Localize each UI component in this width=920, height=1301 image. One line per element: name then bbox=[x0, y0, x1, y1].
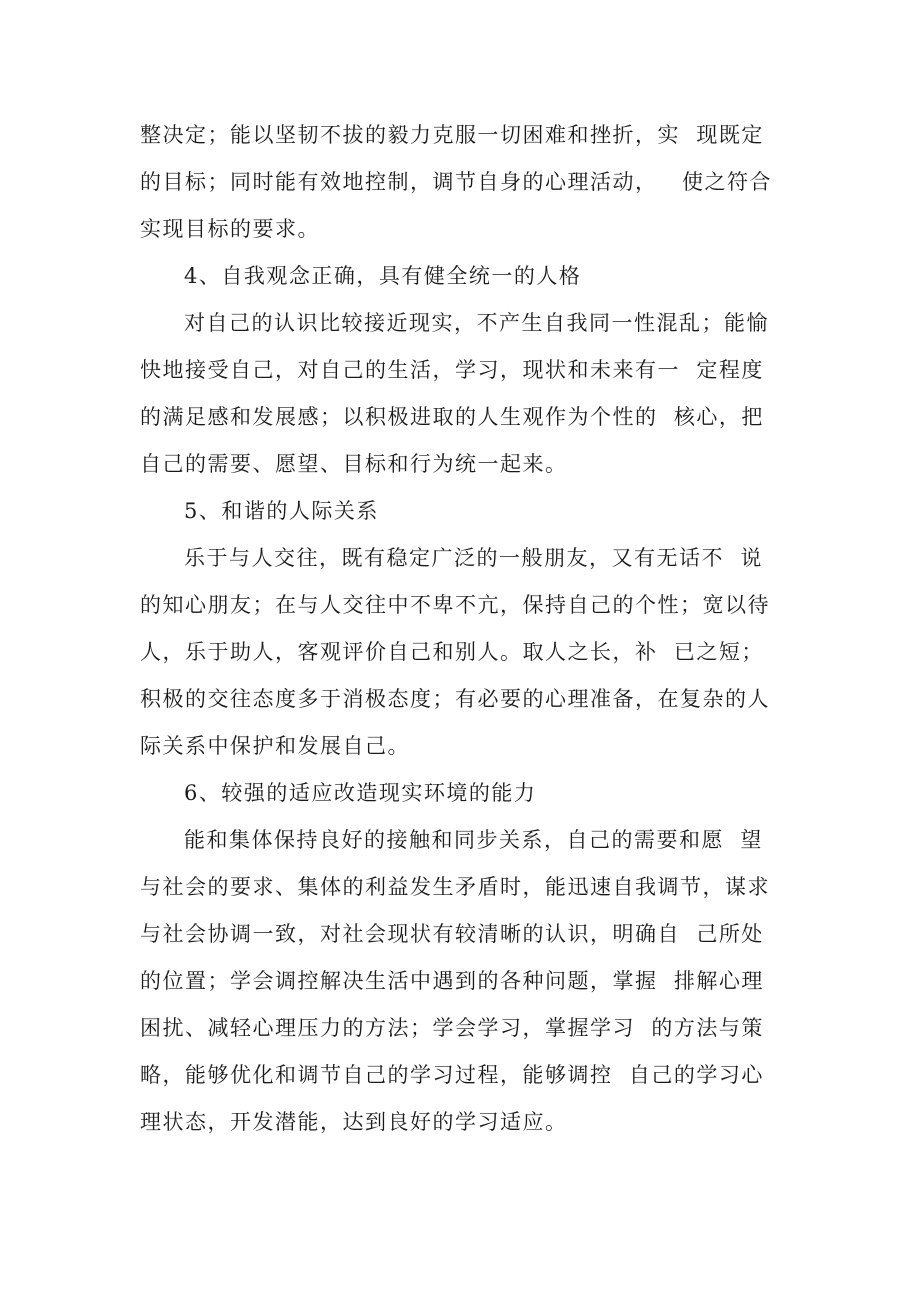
text-line: 实现目标的要求。 bbox=[140, 217, 320, 241]
text-line: 能和集体保持良好的接触和同步关系，自己的需要和愿 望 bbox=[184, 828, 763, 852]
section-heading: 5、和谐的人际关系 bbox=[184, 499, 379, 523]
text-line: 与社会的要求、集体的利益发生矛盾时，能迅速自我调节，谋求 bbox=[140, 875, 770, 899]
section-heading: 4、自我观念正确，具有健全统一的人格 bbox=[184, 264, 582, 288]
text-line: 的知心朋友；在与人交往中不卑不亢，保持自己的个性；宽以待 bbox=[140, 593, 770, 617]
text-line: 自己的需要、愿望、目标和行为统一起来。 bbox=[140, 452, 568, 476]
text-line: 的满足感和发展感；以积极进取的人生观作为个性的 核心，把 bbox=[140, 405, 764, 429]
text-line: 快地接受自己，对自己的生活，学习，现状和未来有一 定程度 bbox=[140, 358, 764, 382]
text-line: 对自己的认识比较接近现实，不产生自我同一性混乱；能愉 bbox=[184, 311, 769, 335]
text-line: 理状态，开发潜能，达到良好的学习适应。 bbox=[140, 1110, 568, 1134]
text-line: 人，乐于助人，客观评价自己和别人。取人之长，补 已之短； bbox=[140, 640, 764, 664]
text-line: 的位置；学会调控解决生活中遇到的各种问题，掌握 排解心理 bbox=[140, 969, 764, 993]
section-heading: 6、较强的适应改造现实环境的能力 bbox=[184, 781, 537, 805]
text-line: 的目标；同时能有效地控制，调节自身的心理活动， 使之符合 bbox=[140, 170, 773, 194]
text-line: 际关系中保护和发展自己。 bbox=[140, 734, 410, 758]
text-line: 略，能够优化和调节自己的学习过程，能够调控 自己的学习心 bbox=[140, 1063, 764, 1087]
text-line: 困扰、减轻心理压力的方法；学会学习，掌握学习 的方法与策 bbox=[140, 1016, 764, 1040]
text-line: 积极的交往态度多于消极态度；有必要的心理准备，在复杂的人 bbox=[140, 687, 770, 711]
text-line: 与社会协调一致，对社会现状有较清晰的认识，明确自 己所处 bbox=[140, 922, 764, 946]
document-body bbox=[140, 112, 800, 1146]
text-line: 整决定；能以坚韧不拔的毅力克服一切困难和挫折，实 现既定 bbox=[140, 123, 764, 147]
text-line: 乐于与人交往，既有稳定广泛的一般朋友，又有无话不 说 bbox=[184, 546, 763, 570]
